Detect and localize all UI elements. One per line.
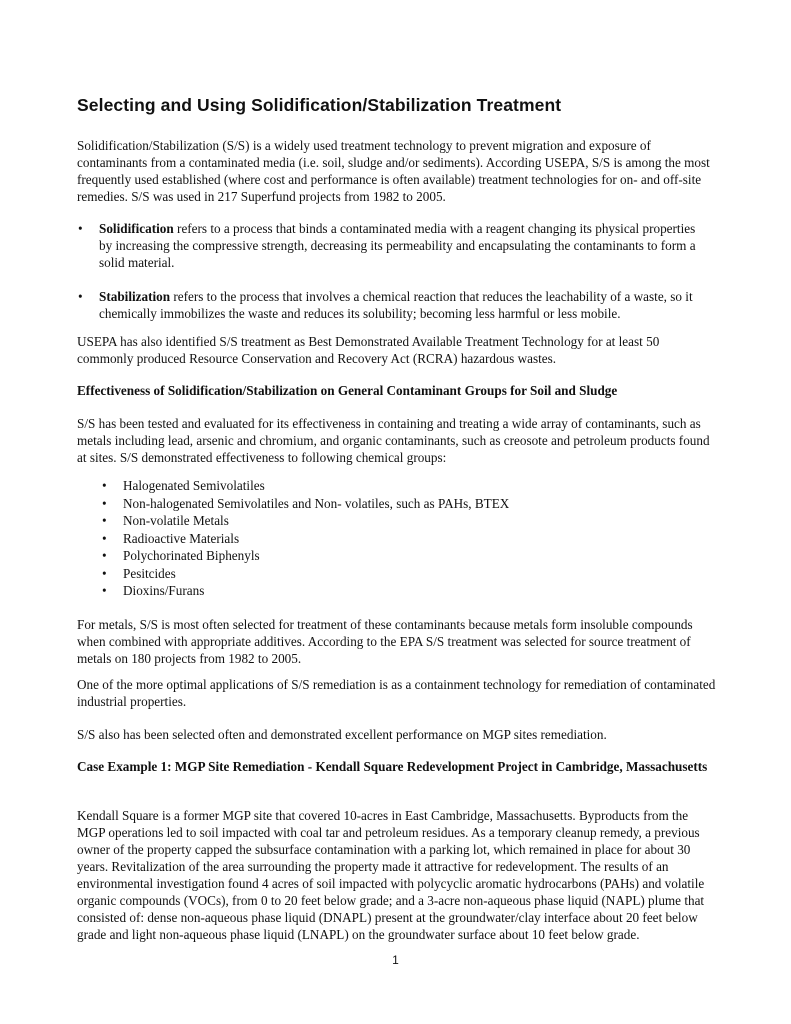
definition-term: Solidification (99, 221, 174, 236)
chemical-groups-list (102, 477, 509, 600)
list-item: • Dioxins/Furans (102, 582, 509, 600)
intro-paragraph: Solidification/Stabilization (S/S) is a widely used treatment technology to prevent migration and exposure of contaminants from a contaminated media (i.e. soil, sludge and/or sediments). According USEPA, S/S is among the most frequently used established (where cost and performance is often available) treatment technologies for on- and off-site remedies. S/S was used in 217 Superfund projects from 1982 to 2005. (77, 138, 710, 204)
definitions-list (77, 220, 707, 322)
page-number: 1 (392, 953, 399, 967)
mgp-paragraph: S/S also has been selected often and demonstrated excellent performance on MGP sites remediation. (77, 727, 607, 742)
effectiveness-heading: Effectiveness of Solidification/Stabilization on General Contaminant Groups for Soil and Sludge (77, 383, 618, 398)
metals-paragraph: For metals, S/S is most often selected for treatment of these contaminants because metals form insoluble compounds when combined with appropriate additives. According to the EPA S/S treatment was selected for source treatment of metals on 180 projects from 1982 to 2005. (77, 617, 693, 666)
effectiveness-paragraph: S/S has been tested and evaluated for its effectiveness in containing and treating a wide array of contaminants, such as metals including lead, arsenic and chromium, and organic contaminants, such as creosote and petroleum products found at sites. S/S demonstrated effectiveness to following chemical groups: (77, 416, 710, 465)
list-item: • Halogenated Semivolatiles (102, 477, 509, 495)
definition-solidification (77, 220, 707, 271)
definition-term: Stabilization (99, 289, 171, 304)
list-item: • Pesitcides (102, 565, 509, 583)
list-item: • Polychorinated Biphenyls (102, 547, 509, 565)
page-title: Selecting and Using Solidification/Stabilization Treatment (77, 95, 562, 115)
list-item: • Non-halogenated Semivolatiles and Non- volatiles, such as PAHs, BTEX (102, 495, 509, 513)
containment-paragraph: One of the more optimal applications of S/S remediation is as a containment technology for remediation of contaminated industrial properties. (77, 677, 716, 709)
list-item: • Non-volatile Metals (102, 512, 509, 530)
case-heading: Case Example 1: MGP Site Remediation - Kendall Square Redevelopment Project in Cambridge, Massachusetts (77, 759, 708, 774)
case-paragraph: Kendall Square is a former MGP site that covered 10-acres in East Cambridge, Massachusetts. Byproducts from the MGP operations led to soil impacted with coal tar and petroleum residues. As a temporary cleanup remedy, a previous owner of the property capped the subsurface contamination with a parking lot, which remained in place for about 30 years. Revitalization of the area surrounding the property made it attractive for redevelopment. The results of an environmental investigation found 4 acres of soil impacted with polycyclic aromatic hydrocarbons (PAHs) and volatile organic compounds (VOCs), from 0 to 20 feet below grade; and a 3-acre non-aqueous phase liquid (NAPL) plume that consisted of: dense non-aqueous phase liquid (DNAPL) present at the groundwater/clay interface about 20 feet below grade and light non-aqueous phase liquid (LNAPL) on the groundwater surface about 10 feet below grade. (77, 808, 705, 942)
bdat-paragraph: USEPA has also identified S/S treatment as Best Demonstrated Available Treatment Technology for at least 50 commonly produced Resource Conservation and Recovery Act (RCRA) hazardous wastes. (77, 334, 660, 366)
definition-text: refers to the process that involves a chemical reaction that reduces the leachability of a waste, so it chemically immobilizes the waste and reduces its solubility; becoming less harmful or less mobile. (99, 289, 693, 321)
list-item: • Radioactive Materials (102, 530, 509, 548)
definition-stabilization (77, 288, 707, 322)
definition-text: refers to a process that binds a contaminated media with a reagent changing its physical properties by increasing the compressive strength, decreasing its permeability and encapsulating the contaminants to form a solid material. (99, 221, 696, 270)
